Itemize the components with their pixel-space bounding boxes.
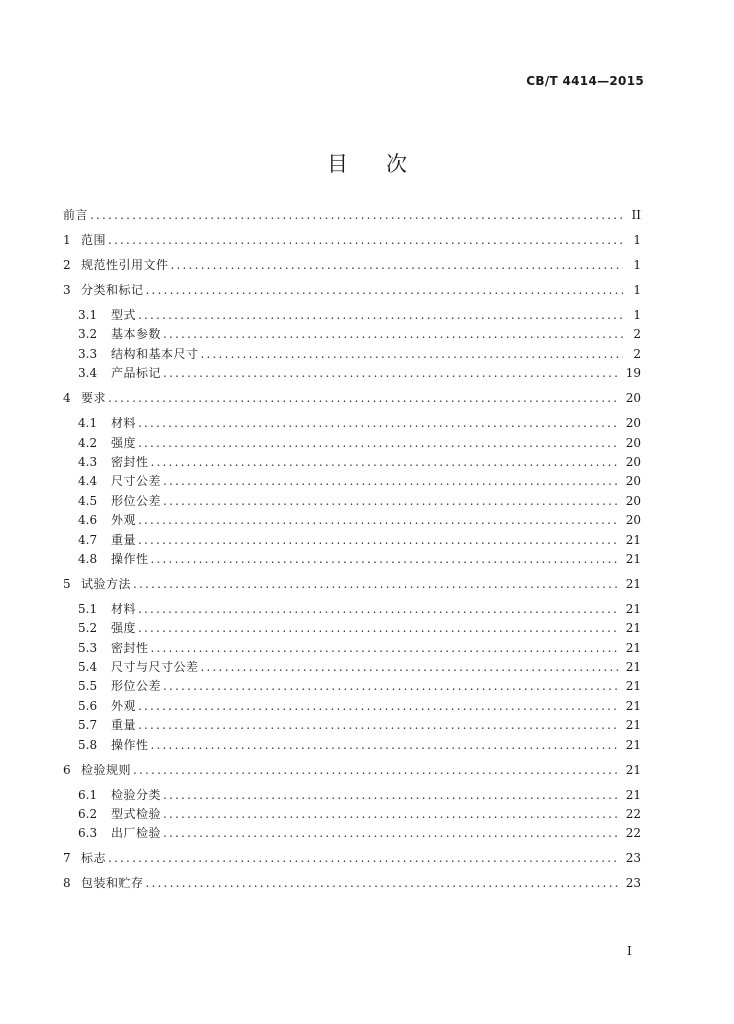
toc-entry-number: 6.2 xyxy=(78,807,98,822)
dot-leader xyxy=(108,850,620,866)
toc-entry-label: 标志 xyxy=(81,851,107,866)
toc-entry-number: 4.5 xyxy=(78,493,98,508)
toc-entry[interactable] xyxy=(63,326,641,342)
dot-leader xyxy=(138,307,623,323)
toc-entry-label: 强度 xyxy=(111,621,137,636)
toc-entry[interactable] xyxy=(63,365,641,381)
toc-entry-label: 操作性 xyxy=(111,737,149,752)
dot-leader xyxy=(138,532,620,548)
toc-entry-number: 5.2 xyxy=(78,621,98,636)
toc-entry-label: 检验分类 xyxy=(111,787,162,802)
toc-entry[interactable] xyxy=(63,620,641,636)
dot-leader xyxy=(201,659,620,675)
dot-leader xyxy=(163,493,620,509)
dot-leader xyxy=(108,232,623,248)
toc-entry[interactable] xyxy=(63,762,641,778)
toc-entry-page: 21 xyxy=(625,551,641,566)
dot-leader xyxy=(163,473,620,489)
toc-entry-page: 1 xyxy=(633,258,641,272)
dot-leader xyxy=(163,678,620,694)
toc-entry[interactable] xyxy=(63,825,641,841)
toc-entry-page: 22 xyxy=(625,807,641,822)
toc-entry[interactable] xyxy=(63,454,641,470)
toc-entry[interactable] xyxy=(63,532,641,548)
toc-entry-page: 20 xyxy=(625,474,641,489)
toc-entry-number: 3.1 xyxy=(78,308,98,322)
toc-entry-page: 21 xyxy=(625,532,641,547)
dot-leader xyxy=(171,257,623,273)
toc-entry-number: 5.4 xyxy=(78,660,98,675)
toc-entry-number: 3.2 xyxy=(78,327,98,342)
dot-leader xyxy=(163,787,620,803)
toc-entry-number: 4.2 xyxy=(78,435,98,450)
toc-entry-page: 21 xyxy=(625,762,641,777)
dot-leader xyxy=(163,365,620,381)
toc-entry-page: 21 xyxy=(625,576,641,591)
dot-leader xyxy=(138,698,620,714)
dot-leader xyxy=(151,454,620,470)
toc-entry-number: 4.8 xyxy=(78,551,98,566)
toc-entry-number: 4 xyxy=(63,391,71,406)
toc-entry[interactable] xyxy=(63,698,641,714)
toc-entry-number: 8 xyxy=(63,876,71,891)
toc-entry-label: 规范性引用文件 xyxy=(81,258,169,272)
toc-entry-page: 21 xyxy=(625,787,641,802)
toc-entry-page: 20 xyxy=(625,416,641,431)
toc-entry-page: 20 xyxy=(625,435,641,450)
page-number: I xyxy=(627,944,632,958)
toc-entry-page: 21 xyxy=(625,737,641,752)
toc-entry-number: 5.8 xyxy=(78,737,98,752)
toc-entry-number: 3.4 xyxy=(78,366,98,381)
toc-entry[interactable] xyxy=(63,435,641,451)
toc-entry-page: 21 xyxy=(625,640,641,655)
toc-entry-number: 5.6 xyxy=(78,698,98,713)
toc-entry-page: II xyxy=(631,208,641,222)
toc-entry-label: 要求 xyxy=(81,391,107,406)
toc-entry[interactable] xyxy=(63,282,641,298)
toc-entry-number: 4.4 xyxy=(78,474,98,489)
dot-leader xyxy=(163,326,623,342)
toc-entry-label: 包装和贮存 xyxy=(81,876,144,891)
toc-entry-label: 检验规则 xyxy=(81,762,132,777)
toc-entry-number: 3.3 xyxy=(78,346,98,361)
toc-entry-page: 20 xyxy=(625,513,641,528)
dot-leader xyxy=(138,435,620,451)
toc-entry-page: 20 xyxy=(625,454,641,469)
toc-entry-number: 5.1 xyxy=(78,601,98,616)
toc-entry[interactable] xyxy=(63,875,641,891)
toc-entry-label: 结构和基本尺寸 xyxy=(111,346,199,361)
toc-entry-page: 21 xyxy=(625,718,641,733)
toc-entry-number: 5.7 xyxy=(78,718,98,733)
table-of-contents xyxy=(63,207,641,900)
toc-entry-label: 范围 xyxy=(81,233,107,247)
page-title: 目次 xyxy=(327,152,445,176)
toc-entry[interactable] xyxy=(63,232,641,248)
toc-entry[interactable] xyxy=(63,390,641,406)
toc-entry-page: 21 xyxy=(625,679,641,694)
toc-entry[interactable] xyxy=(63,493,641,509)
toc-entry[interactable] xyxy=(63,850,641,866)
toc-entry-page: 21 xyxy=(625,660,641,675)
toc-entry-page: 22 xyxy=(625,826,641,841)
toc-entry[interactable] xyxy=(63,512,641,528)
toc-entry[interactable] xyxy=(63,207,641,223)
toc-entry-label: 密封性 xyxy=(111,640,149,655)
toc-entry-page: 2 xyxy=(633,346,641,361)
toc-entry-page: 20 xyxy=(625,391,641,406)
toc-entry-label: 出厂检验 xyxy=(111,826,162,841)
dot-leader xyxy=(163,825,620,841)
toc-entry-page: 20 xyxy=(625,493,641,508)
toc-entry[interactable] xyxy=(63,787,641,803)
toc-entry-number: 4.3 xyxy=(78,454,98,469)
dot-leader xyxy=(146,282,623,298)
toc-entry-page: 19 xyxy=(625,366,641,381)
toc-entry-label: 前言 xyxy=(63,208,89,222)
toc-entry-label: 外观 xyxy=(111,513,137,528)
toc-entry[interactable] xyxy=(63,640,641,656)
toc-entry-label: 形位公差 xyxy=(111,493,162,508)
dot-leader xyxy=(138,512,620,528)
toc-entry-page: 23 xyxy=(625,851,641,866)
dot-leader xyxy=(133,576,620,592)
toc-entry-number: 4.7 xyxy=(78,532,98,547)
dot-leader xyxy=(151,737,620,753)
toc-entry-number: 6.3 xyxy=(78,826,98,841)
dot-leader xyxy=(201,346,623,362)
dot-leader xyxy=(108,390,620,406)
toc-entry-label: 基本参数 xyxy=(111,327,162,342)
toc-entry-label: 试验方法 xyxy=(81,576,132,591)
toc-entry-label: 材料 xyxy=(111,416,137,431)
toc-entry-page: 21 xyxy=(625,621,641,636)
toc-entry-label: 重量 xyxy=(111,718,137,733)
dot-leader xyxy=(151,640,620,656)
toc-entry-label: 外观 xyxy=(111,698,137,713)
toc-entry[interactable] xyxy=(63,601,641,617)
toc-entry-number: 6.1 xyxy=(78,787,98,802)
toc-entry[interactable] xyxy=(63,576,641,592)
toc-entry-number: 7 xyxy=(63,851,71,866)
toc-entry-label: 形位公差 xyxy=(111,679,162,694)
dot-leader xyxy=(138,415,620,431)
toc-entry-number: 4.6 xyxy=(78,513,98,528)
toc-entry-label: 型式 xyxy=(111,308,137,322)
toc-entry[interactable] xyxy=(63,717,641,733)
toc-entry[interactable] xyxy=(63,257,641,273)
toc-entry-page: 1 xyxy=(633,233,641,247)
toc-entry[interactable] xyxy=(63,346,641,362)
toc-entry[interactable] xyxy=(63,678,641,694)
toc-entry[interactable] xyxy=(63,307,641,323)
dot-leader xyxy=(138,601,620,617)
toc-entry[interactable] xyxy=(63,473,641,489)
toc-entry-label: 密封性 xyxy=(111,454,149,469)
dot-leader xyxy=(151,551,620,567)
toc-entry[interactable] xyxy=(63,659,641,675)
toc-entry-label: 强度 xyxy=(111,435,137,450)
dot-leader xyxy=(138,717,620,733)
toc-entry[interactable] xyxy=(63,415,641,431)
dot-leader xyxy=(138,620,620,636)
toc-entry-number: 5.3 xyxy=(78,640,98,655)
dot-leader xyxy=(90,207,623,223)
toc-entry-number: 1 xyxy=(63,233,71,247)
toc-entry-label: 型式检验 xyxy=(111,807,162,822)
toc-entry-label: 产品标记 xyxy=(111,366,162,381)
standard-number: CB/T 4414—2015 xyxy=(526,74,644,88)
toc-entry-page: 21 xyxy=(625,601,641,616)
toc-entry-number: 6 xyxy=(63,762,71,777)
toc-entry-label: 操作性 xyxy=(111,551,149,566)
toc-entry[interactable] xyxy=(63,551,641,567)
toc-entry-page: 21 xyxy=(625,698,641,713)
toc-entry-page: 1 xyxy=(633,308,641,322)
toc-entry[interactable] xyxy=(63,737,641,753)
toc-entry-page: 23 xyxy=(625,876,641,891)
dot-leader xyxy=(163,806,620,822)
toc-entry-label: 尺寸与尺寸公差 xyxy=(111,660,199,675)
toc-entry-page: 1 xyxy=(633,283,641,297)
toc-entry-number: 4.1 xyxy=(78,416,98,431)
toc-entry-number: 2 xyxy=(63,258,71,272)
toc-entry-number: 5 xyxy=(63,576,71,591)
toc-entry-label: 尺寸公差 xyxy=(111,474,162,489)
toc-entry-label: 重量 xyxy=(111,532,137,547)
toc-entry-label: 分类和标记 xyxy=(81,283,144,297)
dot-leader xyxy=(146,875,620,891)
toc-entry[interactable] xyxy=(63,806,641,822)
dot-leader xyxy=(133,762,620,778)
toc-entry-number: 3 xyxy=(63,283,71,297)
toc-entry-label: 材料 xyxy=(111,601,137,616)
toc-entry-page: 2 xyxy=(633,327,641,342)
toc-entry-number: 5.5 xyxy=(78,679,98,694)
